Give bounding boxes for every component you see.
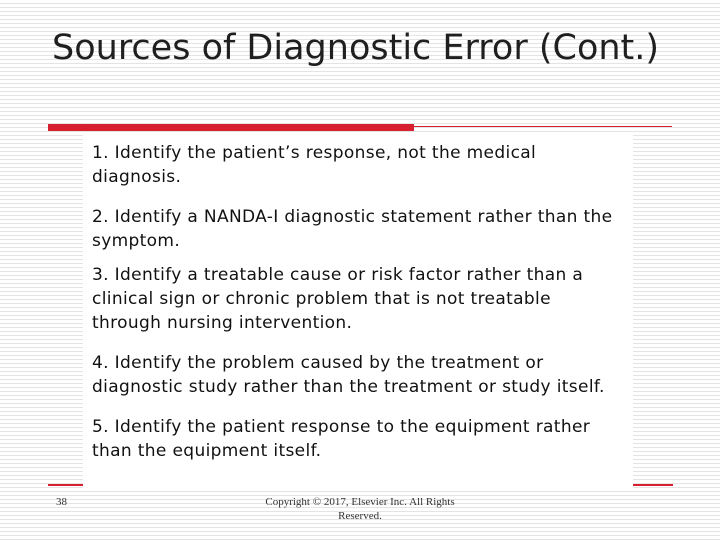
- list-item-3: 3. Identify a treatable cause or risk factor rather than a clinical sign or chronic problem that is not treatable through nursing intervention.: [92, 265, 584, 333]
- footer-divider-left: [48, 484, 83, 486]
- slide-number: 38: [56, 496, 67, 508]
- list-item-1: 1. Identify the patient’s response, not the medical diagnosis.: [92, 143, 537, 187]
- slide-title: Sources of Diagnostic Error (Cont.): [52, 28, 660, 68]
- copyright-notice: Copyright © 2017, Elsevier Inc. All Rights Reserved.: [265, 496, 455, 522]
- diagnostic-error-list: [92, 141, 622, 479]
- title-accent-bar: [48, 124, 414, 131]
- footer-divider-right: [633, 484, 673, 486]
- list-item-5: 5. Identify the patient response to the equipment rather than the equipment itself.: [92, 417, 591, 461]
- list-item-2: 2. Identify a NANDA-I diagnostic statement rather than the symptom.: [92, 207, 613, 251]
- title-divider-line: [414, 126, 672, 127]
- list-item-4: 4. Identify the problem caused by the treatment or diagnostic study rather than the treatment or study itself.: [92, 353, 605, 397]
